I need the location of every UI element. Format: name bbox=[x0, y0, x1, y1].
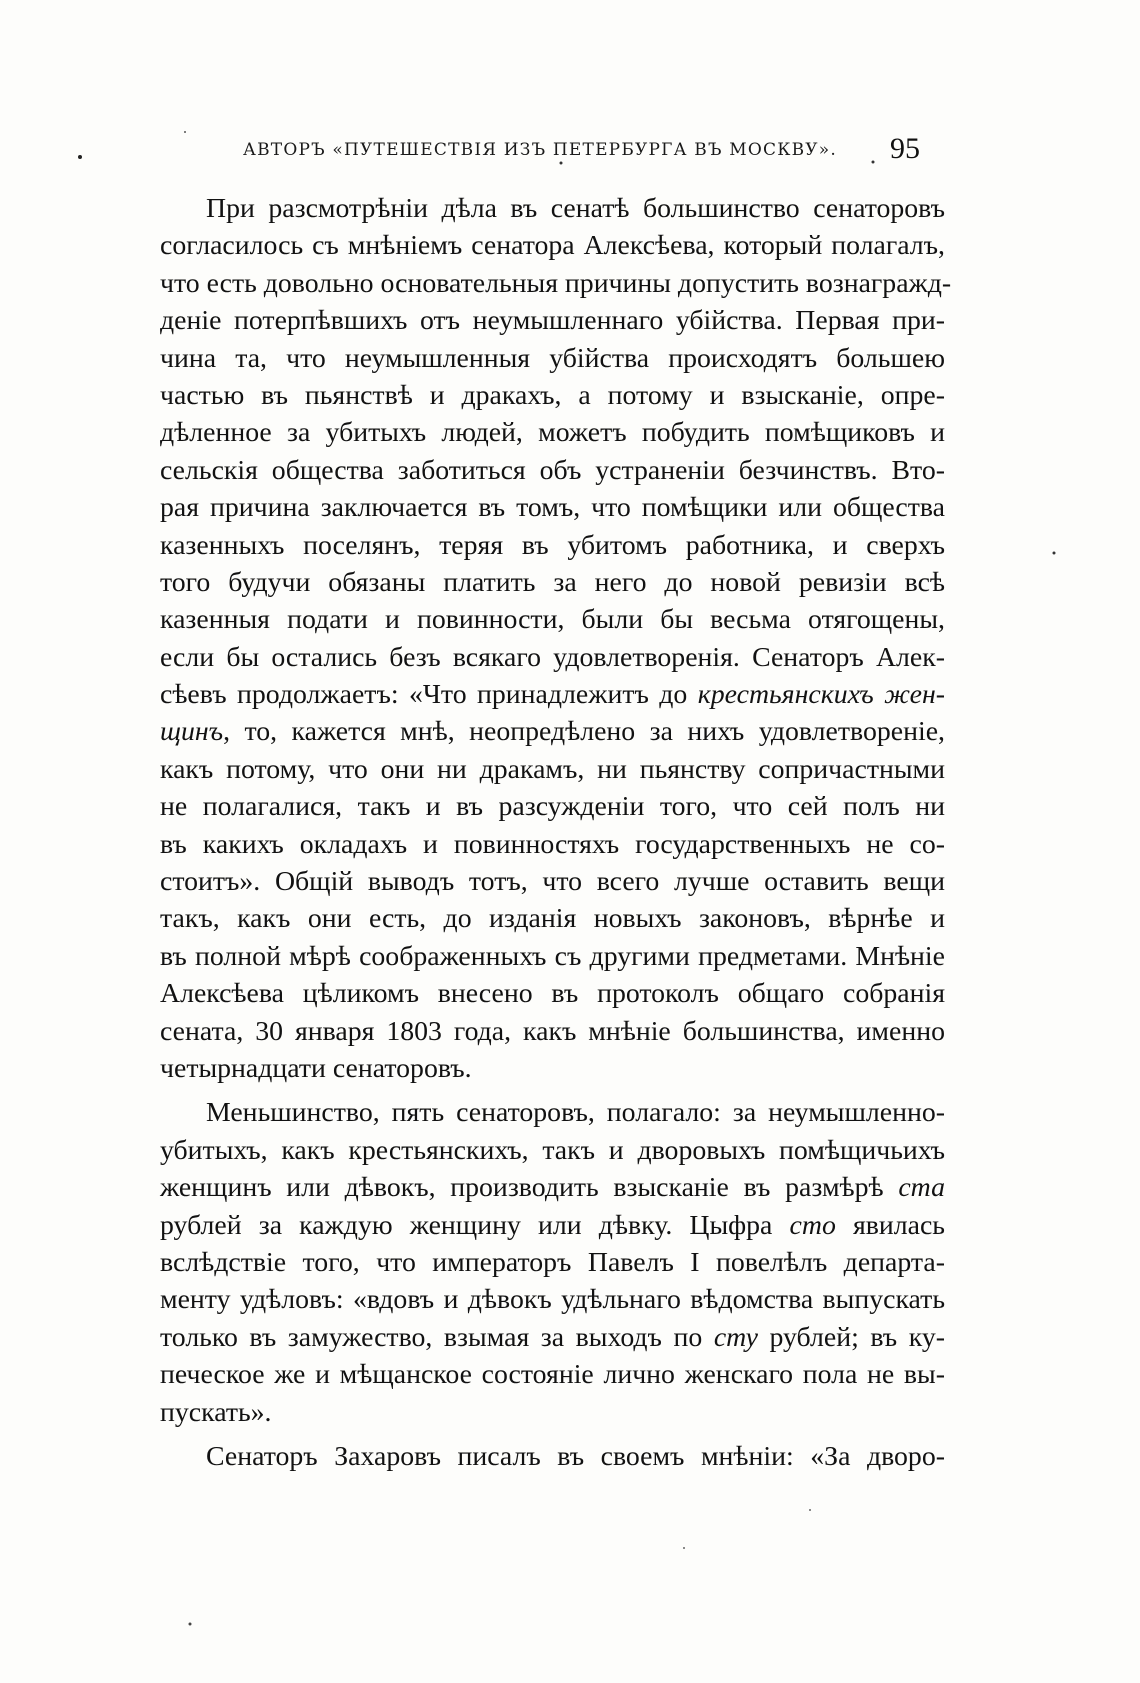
text-run: явилась bbox=[835, 1209, 945, 1241]
italic-run: щинъ bbox=[160, 716, 224, 748]
text-line bbox=[160, 1013, 945, 1050]
text-run: не полагалися, такъ и въ разсужденіи того, что сей полъ ни bbox=[160, 791, 945, 823]
text-line bbox=[160, 227, 945, 264]
text-run: менту удѣловъ: «вдовъ и дѣвокъ удѣльнаго вѣдомства выпускать bbox=[160, 1284, 945, 1316]
scan-speck bbox=[189, 1623, 192, 1626]
text-run: въ полной мѣрѣ соображенныхъ съ другими предметами. Мнѣніе bbox=[160, 940, 945, 972]
text-run: четырнадцати сенаторовъ. bbox=[160, 1052, 472, 1084]
running-title: АВТОРЪ «ПУТЕШЕСТВІЯ ИЗЪ ПЕТЕРБУРГА ВЪ МОСКВУ». bbox=[243, 140, 837, 160]
paragraph-gap bbox=[160, 1087, 945, 1094]
text-run: того будучи обязаны платить за него до новой ревизіи всѣ bbox=[160, 566, 945, 598]
scan-speck bbox=[1053, 552, 1056, 555]
text-line bbox=[160, 938, 945, 975]
text-line bbox=[160, 489, 945, 526]
text-run: стоитъ». Общій выводъ тотъ, что всего лучше оставить вещи bbox=[160, 866, 945, 898]
text-line bbox=[160, 564, 945, 601]
text-line bbox=[160, 1319, 945, 1356]
text-line bbox=[160, 1132, 945, 1169]
text-run: рублей за каждую женщину или дѣвку. Цыфра bbox=[160, 1209, 790, 1241]
text-line bbox=[160, 452, 945, 489]
text-run: рая причина заключается въ томъ, что помѣщики или общества bbox=[160, 492, 945, 524]
text-run: женщинъ или дѣвокъ, производить взысканіе въ размѣрѣ bbox=[160, 1172, 899, 1204]
text-run: сѣевъ продолжаетъ: «Что принадлежитъ до bbox=[160, 679, 698, 711]
text-line bbox=[160, 1169, 945, 1206]
text-run: только въ замужество, взымая за выходъ по bbox=[160, 1321, 714, 1353]
text-run: сената, 30 января 1803 года, какъ мнѣніе большинства, именно bbox=[160, 1015, 945, 1047]
text-line bbox=[160, 826, 945, 863]
text-run: согласилось съ мнѣніемъ сенатора Алексѣева, который полагалъ, bbox=[160, 230, 945, 262]
text-line bbox=[160, 676, 945, 713]
text-run: печеское же и мѣщанское состояніе лично женскаго пола не вы- bbox=[160, 1359, 945, 1391]
text-run: Алексѣева цѣликомъ внесено въ протоколъ общаго собранія bbox=[160, 978, 945, 1010]
text-line bbox=[160, 340, 945, 377]
text-run: казенныхъ поселянъ, теряя въ убитомъ работника, и сверхъ bbox=[160, 529, 945, 561]
text-run: убитыхъ, какъ крестьянскихъ, такъ и дворовыхъ помѣщичьихъ bbox=[160, 1134, 945, 1166]
text-run: частью въ пьянствѣ и дракахъ, а потому и взысканіе, опре- bbox=[160, 379, 945, 411]
text-run: Сенаторъ Захаровъ писалъ въ своемъ мнѣніи: «За дворо- bbox=[206, 1440, 945, 1472]
text-line bbox=[160, 1244, 945, 1281]
text-line bbox=[160, 1281, 945, 1318]
text-line bbox=[160, 1207, 945, 1244]
text-run: такъ, какъ они есть, до изданія новыхъ законовъ, вѣрнѣе и bbox=[160, 903, 945, 935]
text-line bbox=[160, 1438, 945, 1475]
text-run: чина та, что неумышленныя убійства происходятъ большею bbox=[160, 342, 945, 374]
text-run: , то, кажется мнѣ, неопредѣлено за нихъ удовлетвореніе, bbox=[223, 716, 945, 748]
text-line bbox=[160, 302, 945, 339]
text-line bbox=[160, 900, 945, 937]
text-line bbox=[160, 975, 945, 1012]
body-text bbox=[160, 190, 952, 1475]
text-line bbox=[160, 713, 945, 750]
text-line bbox=[160, 1050, 945, 1087]
text-run: деніе потерпѣвшихъ отъ неумышленнаго убійства. Первая при- bbox=[160, 305, 945, 337]
scan-speck bbox=[683, 1547, 685, 1549]
text-line bbox=[160, 1094, 945, 1131]
text-line bbox=[160, 639, 945, 676]
text-line bbox=[160, 190, 945, 227]
text-line bbox=[160, 527, 945, 564]
text-run: Меньшинство, пять сенаторовъ, полагало: за неумышленно- bbox=[206, 1097, 945, 1129]
text-run: сельскія общества заботиться объ устраненіи безчинствъ. Вто- bbox=[160, 454, 945, 486]
text-line bbox=[160, 1394, 945, 1431]
text-line bbox=[160, 863, 945, 900]
text-run: въ какихъ окладахъ и повинностяхъ государственныхъ не со- bbox=[160, 828, 945, 860]
text-run: При разсмотрѣніи дѣла въ сенатѣ большинство сенаторовъ bbox=[206, 193, 945, 224]
scan-speck bbox=[809, 1509, 811, 1511]
text-line bbox=[160, 377, 945, 414]
italic-run: сту bbox=[713, 1321, 758, 1353]
text-line bbox=[160, 788, 945, 825]
paragraph-gap bbox=[160, 1431, 945, 1438]
italic-run: ста bbox=[898, 1172, 945, 1204]
text-line bbox=[160, 414, 945, 451]
text-line bbox=[160, 601, 945, 638]
text-line bbox=[160, 1356, 945, 1393]
text-run: что есть довольно основательныя причины допустить вознагражд- bbox=[160, 267, 952, 299]
page-number: 95 bbox=[890, 132, 920, 165]
running-head bbox=[0, 132, 1140, 172]
text-line bbox=[160, 751, 945, 788]
text-run: пускать». bbox=[160, 1396, 272, 1428]
text-run: вслѣдствіе того, что императоръ Павелъ I повелѣлъ департа- bbox=[160, 1246, 945, 1278]
italic-run: крестьянскихъ жен- bbox=[697, 679, 945, 711]
text-run: если бы остались безъ всякаго удовлетворенія. Сенаторъ Алек- bbox=[160, 641, 945, 673]
text-run: казенныя подати и повинности, были бы весьма отягощены, bbox=[160, 604, 945, 636]
text-run: какъ потому, что они ни дракамъ, ни пьянству сопричастными bbox=[160, 753, 945, 785]
text-run: дѣленное за убитыхъ людей, можетъ побудить помѣщиковъ и bbox=[160, 417, 945, 449]
italic-run: сто bbox=[789, 1209, 836, 1241]
text-run: рублей; въ ку- bbox=[757, 1321, 945, 1353]
text-line bbox=[160, 265, 952, 302]
